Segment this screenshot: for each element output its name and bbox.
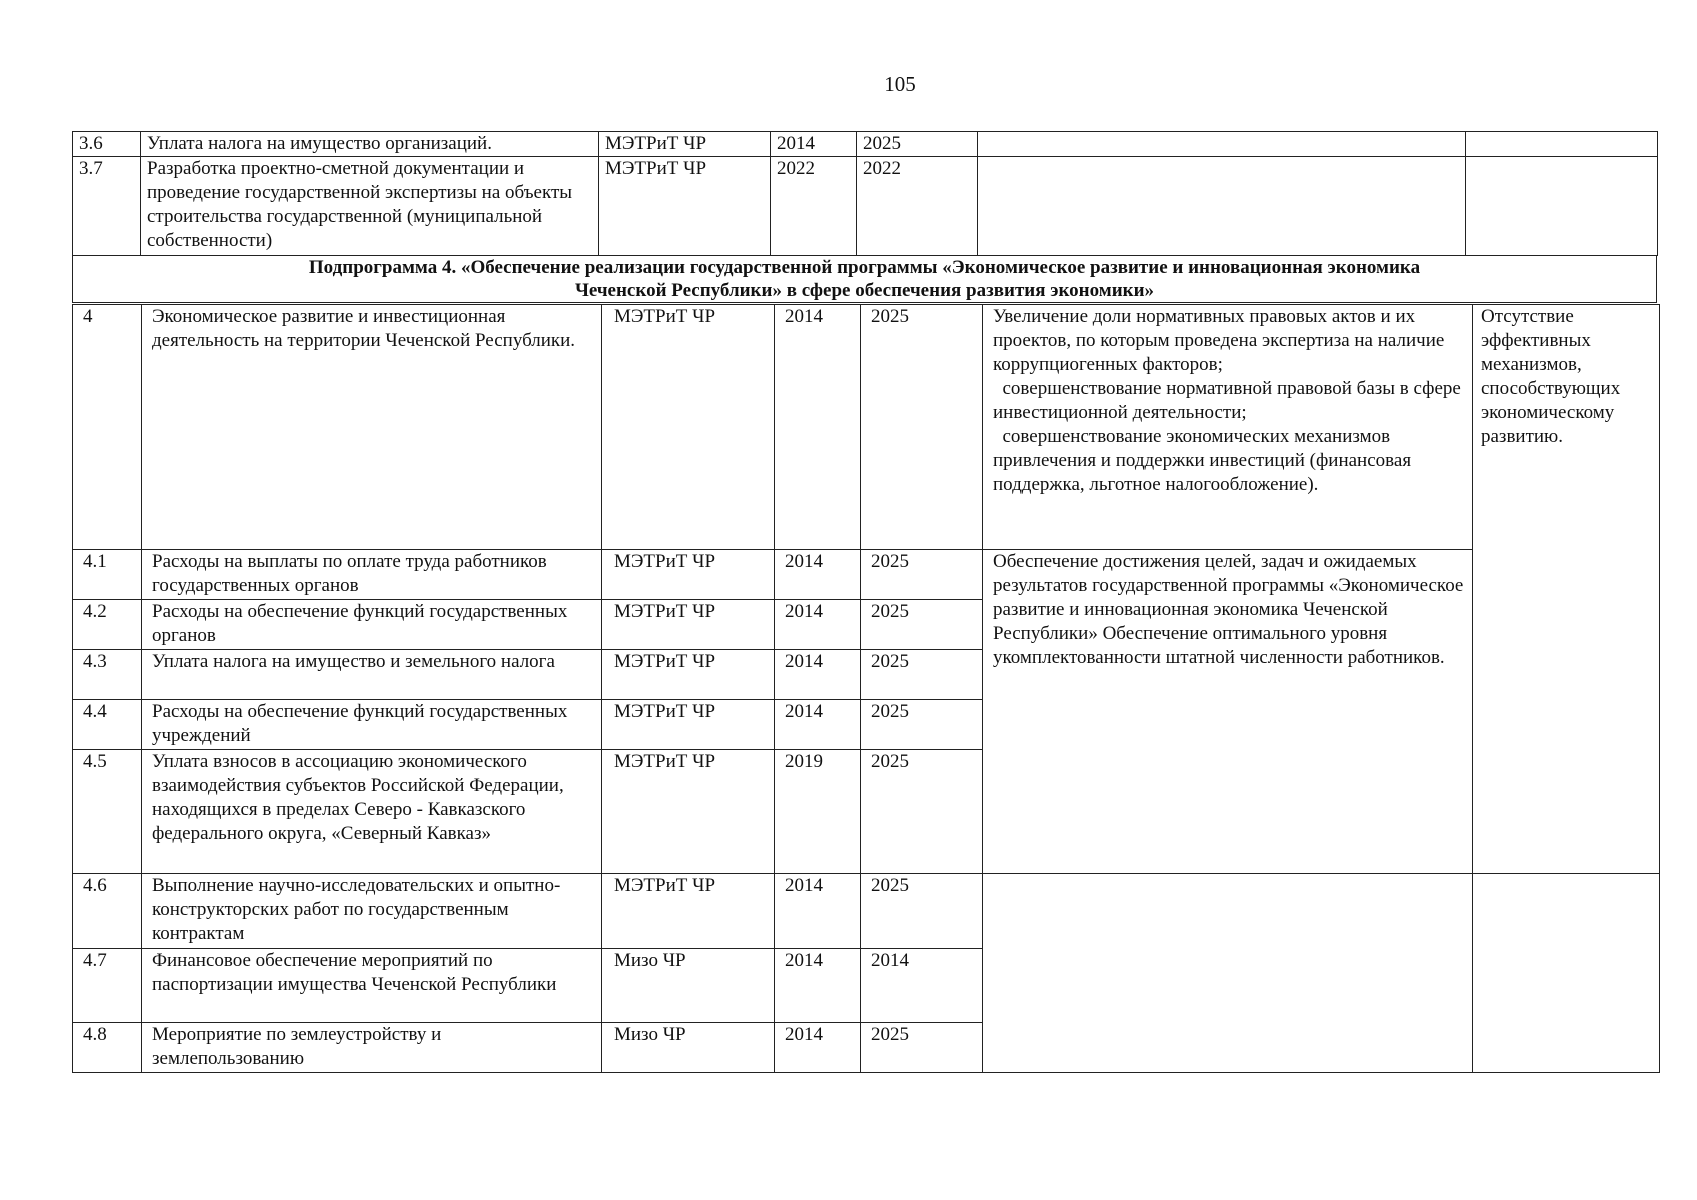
end-year: 2025 [861, 874, 983, 949]
result-cell [983, 874, 1473, 1073]
end-year: 2025 [857, 132, 978, 157]
measure-name: Уплата налога на имущество и земельного налога [142, 650, 602, 700]
start-year: 2014 [775, 650, 861, 700]
start-year: 2014 [775, 305, 861, 550]
table-row [73, 550, 1660, 600]
row-number: 3.7 [73, 157, 141, 256]
row-number: 4.3 [73, 650, 142, 700]
executor: МЭТРиТ ЧР [602, 750, 775, 874]
measure-name: Разработка проектно-сметной документации и проведение государственной экспертизы на объекты строительства государственной (муниципальной собственности) [141, 157, 599, 256]
consequence-cell [1466, 157, 1658, 256]
subprogram-title-line-1: Подпрограмма 4. «Обеспечение реализации государственной программы «Экономическое развитие и инновационная экономика [308, 257, 1421, 278]
subprogram-title [72, 255, 1657, 303]
measure-name: Выполнение научно-исследовательских и опытно-конструкторских работ по государственным контрактам [142, 874, 602, 949]
row-number: 4.6 [73, 874, 142, 949]
executor: МЭТРиТ ЧР [599, 132, 771, 157]
table-row [73, 132, 1658, 157]
row-number: 4.8 [73, 1023, 142, 1073]
table-row [73, 305, 1660, 550]
result-cell [978, 132, 1466, 157]
measure-name: Финансовое обеспечение мероприятий по паспортизации имущества Чеченской Республики [142, 949, 602, 1023]
row-number: 4.4 [73, 700, 142, 750]
measure-name: Уплата взносов в ассоциацию экономического взаимодействия субъектов Российской Федерации, находящихся в пределах Северо - Кавказского федерального округа, «Северный Кавказ» [142, 750, 602, 874]
executor: МЭТРиТ ЧР [602, 700, 775, 750]
measure-name: Расходы на обеспечение функций государственных учреждений [142, 700, 602, 750]
executor: Мизо ЧР [602, 1023, 775, 1073]
row-number: 4 [73, 305, 142, 550]
end-year: 2025 [861, 305, 983, 550]
start-year: 2014 [775, 1023, 861, 1073]
measure-name: Экономическое развитие и инвестиционная деятельность на территории Чеченской Республики. [142, 305, 602, 550]
executor: МЭТРиТ ЧР [602, 650, 775, 700]
start-year: 2014 [775, 949, 861, 1023]
result-cell: Увеличение доли нормативных правовых актов и их проектов, по которым проведена экспертиза на наличие коррупциогенных факторов; совершенствование нормативной правовой базы в сфере инвестиционной деятельности; совершенствование экономических механизмов привлечения и поддержки инвестиций (финансовая поддержка, льготное налогообложение). [983, 305, 1473, 550]
executor: МЭТРиТ ЧР [602, 550, 775, 600]
end-year: 2025 [861, 1023, 983, 1073]
executor: Мизо ЧР [602, 949, 775, 1023]
row-number: 4.5 [73, 750, 142, 874]
start-year: 2014 [771, 132, 857, 157]
table-row [73, 874, 1660, 949]
subprogram-title-line-2: Чеченской Республики» в сфере обеспечения развития экономики» [574, 280, 1155, 301]
result-cell [978, 157, 1466, 256]
row-number: 4.1 [73, 550, 142, 600]
row-number: 4.7 [73, 949, 142, 1023]
table-top-rows [72, 131, 1658, 256]
measure-name: Уплата налога на имущество организаций. [141, 132, 599, 157]
measure-name: Расходы на обеспечение функций государственных органов [142, 600, 602, 650]
consequence-cell [1466, 132, 1658, 157]
page-number: 105 [884, 72, 916, 96]
result-cell: Обеспечение достижения целей, задач и ожидаемых результатов государственной программы «Экономическое развитие и инновационная экономика Чеченской Республики» Обеспечение оптимального уровня укомплектованности штатной численности работников. [983, 550, 1473, 874]
executor: МЭТРиТ ЧР [599, 157, 771, 256]
start-year: 2014 [775, 874, 861, 949]
end-year: 2025 [861, 650, 983, 700]
row-number: 4.2 [73, 600, 142, 650]
end-year: 2025 [861, 600, 983, 650]
consequence-cell: Отсутствие эффективных механизмов, способствующих экономическому развитию. [1473, 305, 1660, 874]
end-year: 2025 [861, 750, 983, 874]
row-number: 3.6 [73, 132, 141, 157]
start-year: 2014 [775, 550, 861, 600]
end-year: 2025 [861, 700, 983, 750]
end-year: 2025 [861, 550, 983, 600]
end-year: 2014 [861, 949, 983, 1023]
start-year: 2019 [775, 750, 861, 874]
measure-name: Мероприятие по землеустройству и землепользованию [142, 1023, 602, 1073]
executor: МЭТРиТ ЧР [602, 305, 775, 550]
measure-name: Расходы на выплаты по оплате труда работников государственных органов [142, 550, 602, 600]
start-year: 2014 [775, 600, 861, 650]
table-row [73, 157, 1658, 256]
start-year: 2022 [771, 157, 857, 256]
consequence-cell [1473, 874, 1660, 1073]
executor: МЭТРиТ ЧР [602, 600, 775, 650]
table-subprogram-4 [72, 304, 1660, 1073]
start-year: 2014 [775, 700, 861, 750]
end-year: 2022 [857, 157, 978, 256]
executor: МЭТРиТ ЧР [602, 874, 775, 949]
